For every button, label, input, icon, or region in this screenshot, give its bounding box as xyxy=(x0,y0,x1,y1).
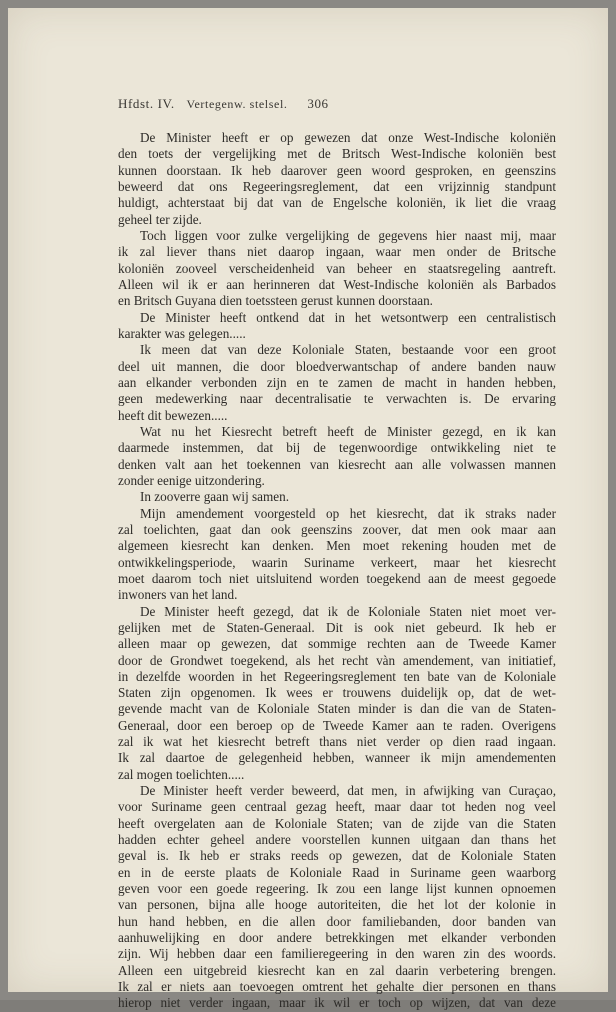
text-line: aan elkander verbonden zijn en te zamen de macht in handen hebben, xyxy=(118,374,556,390)
text-line: geheel ter zijde. xyxy=(118,211,202,227)
text-line: door de Grondwet toegekend, als het recht vàn amendement, van initiatief, xyxy=(118,652,556,668)
text-line: geval is. Ik heb er straks reeds op gewezen, dat de Koloniale Staten xyxy=(118,848,556,864)
text-line: koloniën zooveel verscheidenheid van beheer en staatsregeling aantreft. xyxy=(118,260,556,276)
text-line: aanhuwelijking en door andere betrekkingen met elkander verbonden xyxy=(118,930,556,946)
running-header xyxy=(118,96,558,116)
text-line: zal mogen toelichten..... xyxy=(118,766,245,782)
text-line: Staten zijn opgenomen. Ik wees er trouwens duidelijk op, dat de wet- xyxy=(118,685,556,701)
text-line: hierop niet verder ingaan, maar ik wil er toch op wijzen, dat van deze xyxy=(118,995,556,1011)
text-line: Alleen een uitgebreid kiesrecht kan en zal daarin verbetering brengen. xyxy=(118,962,556,978)
text-line: Ik zal er niets aan toevoegen omtrent het gehalte dier personen en thans xyxy=(118,979,556,995)
text-line: deel uit mannen, die door bloedverwantschap of andere banden nauw xyxy=(118,358,556,374)
text-line: voor Suriname geen centraal gezag heeft, maar daar tot heden nog veel xyxy=(118,799,556,815)
text-line: kunnen doorstaan. Ik heb daarover geen woord gesproken, en geenszins xyxy=(118,162,556,178)
text-line: Wat nu het Kiesrecht betreft heeft de Minister gezegd, en ik kan xyxy=(140,423,556,439)
text-line: inwoners van het land. xyxy=(118,587,238,603)
section-title: Vertegenw. stelsel. xyxy=(186,97,288,111)
text-line: hadden echter geheel andere voorstellen kunnen uitgaan dan thans het xyxy=(118,832,556,848)
text-line: Mijn amendement voorgesteld op het kiesrecht, dat ik straks nader xyxy=(140,505,556,521)
text-line: zal ik wat het kiesrecht betreft thans niet verder op dien raad ingaan. xyxy=(118,734,556,750)
text-line: De Minister heeft gezegd, dat ik de Koloniale Staten niet moet ver- xyxy=(140,603,556,619)
text-line: en Britsch Guyana dien toetssteen gerust kunnen doorstaan. xyxy=(118,293,433,309)
text-line: karakter was gelegen..... xyxy=(118,325,246,341)
text-line: geen medewerking naar decentralisatie te verwachten is. De ervaring xyxy=(118,391,556,407)
text-line: ontwikkelingsperiode, waarin Suriname verkeert, maar het kiesrecht xyxy=(118,554,556,570)
text-line: Toch liggen voor zulke vergelijking de gegevens hier naast mij, maar xyxy=(140,227,556,243)
text-line: In zooverre gaan wij samen. xyxy=(140,489,290,505)
text-line: gevende macht van de Koloniale Staten minder is dan die van de Staten- xyxy=(118,701,556,717)
text-line: denken valt aan het toekennen van kiesrecht aan alle volwassen mannen xyxy=(118,456,556,472)
text-line: De Minister heeft ontkend dat in het wetsontwerp een centralistisch xyxy=(140,309,556,325)
text-line: zal toelichten, gaat dan ook geenszins zoover, dat men ook maar aan xyxy=(118,521,556,537)
text-line: ik zal liever thans niet daarop ingaan, waar men onder de Britsche xyxy=(118,244,556,260)
text-line: De Minister heeft verder beweerd, dat men, in afwijking van Curaçao, xyxy=(140,783,556,799)
text-line: zijn. Wij hebben daar een familieregeering in den waren zin des woords. xyxy=(118,946,556,962)
text-line: De Minister heeft er op gewezen dat onze West-Indische koloniën xyxy=(140,130,556,145)
text-line: en in de eerste plaats de Koloniale Raad in Suriname geen waarborg xyxy=(118,864,556,880)
text-line: heeft dit bewezen..... xyxy=(118,407,228,423)
text-line: algemeen kiesrecht kan denken. Men moet rekening houden met de xyxy=(118,538,556,554)
text-line: in dezelfde woorden in het Regeeringsreglement ten bate van de Koloniale xyxy=(118,668,556,684)
text-line: Ik zal daartoe de gelegenheid hebben, wanneer ik mijn amendementen xyxy=(118,750,556,766)
text-line: zonder eenige uitzondering. xyxy=(118,472,265,488)
text-line: daarmede instemmen, dat bij de tegenwoordige ontwikkeling niet te xyxy=(118,440,556,456)
text-line: beweerd dat ons Regeeringsreglement, dat een vrijzinnig standpunt xyxy=(118,178,556,194)
text-line: van personen, bijna alle hooge autoriteiten, die het lot der kolonie in xyxy=(118,897,556,913)
text-line: Generaal, door een beroep op de Tweede Kamer aan te raden. Overigens xyxy=(118,717,556,733)
text-line: gelijken met de Staten-Generaal. Dit is ook niet gebeurd. Ik heb er xyxy=(118,619,556,635)
body-text xyxy=(118,130,556,1012)
text-line: moet daarom toch niet uitsluitend worden toegekend aan de meest gegoede xyxy=(118,570,556,586)
page-number: 306 xyxy=(307,96,329,111)
text-line: Alleen wil ik er aan herinneren dat West-Indische koloniën als Barbados xyxy=(118,276,556,292)
text-line: alleen maar op gewezen, dat sommige rechten aan de Tweede Kamer xyxy=(118,636,556,652)
text-line: heeft overgelaten aan de Koloniale Staten; van de zijde van die Staten xyxy=(118,815,556,831)
text-line: geven voor een goede regeering. Ik zou een lange lijst kunnen opnoemen xyxy=(118,881,556,897)
text-line: Ik meen dat van deze Koloniale Staten, bestaande voor een groot xyxy=(140,342,556,358)
text-line: hun hand hebben, en die allen door familiebanden, door banden van xyxy=(118,913,556,929)
text-line: den toets der vergelijking met de Britsch West-Indische koloniën best xyxy=(118,146,556,162)
chapter-label: Hfdst. IV. xyxy=(118,96,175,111)
text-line: huldigt, achterstaat bij dat van de Engelsche koloniën, ik liet die vraag xyxy=(118,195,556,211)
